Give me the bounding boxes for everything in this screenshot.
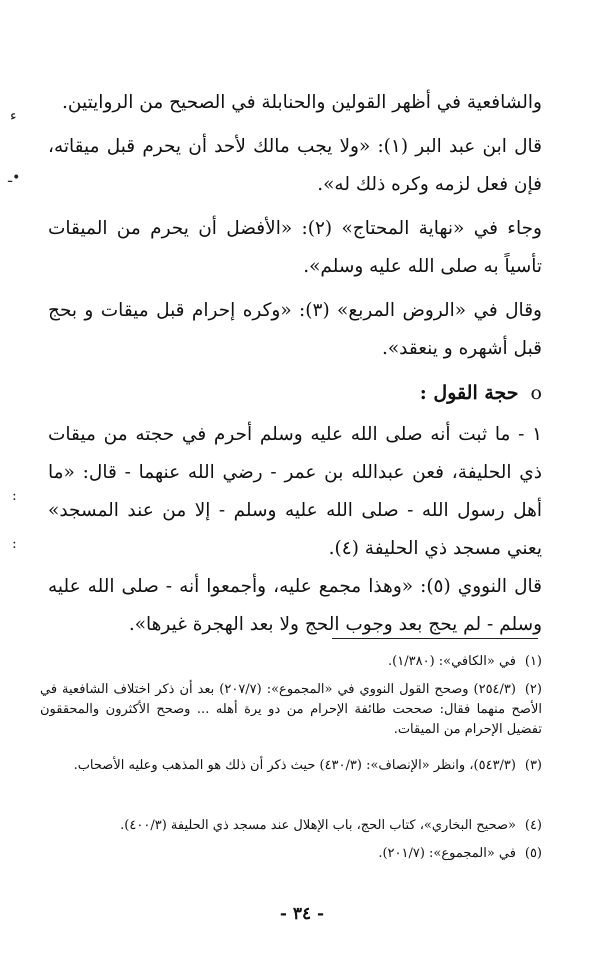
- bullet-circle: o: [530, 382, 542, 404]
- paragraph-4: وقال في «الروض المربع» (٣): «وكره إحرام قبل ميقات و بحج قبل أشهره و ينعقد».: [48, 300, 542, 359]
- margin-mark: :: [12, 488, 17, 504]
- paragraph-1: والشافعية في أظهر القولين والحنابلة في الصحيح من الروايتين.: [62, 92, 542, 113]
- page-number: - ٣٤ -: [279, 904, 325, 924]
- footnote-text: في «المجموع»: (٢٠١/٧).: [378, 846, 516, 861]
- footnote-text: في «الكافي»: (١/٣٨٠).: [388, 654, 516, 669]
- margin-mark: :: [12, 536, 17, 552]
- paragraph-2: قال ابن عبد البر (١): «ولا يجب مالك لأحد أن يحرم قبل ميقاته، فإن فعل لزمه وكره ذلك له».: [48, 136, 542, 195]
- margin-mark: ء: [10, 108, 17, 124]
- paragraph-3: وجاء في «نهاية المحتاج» (٢): «الأفضل أن يحرم من الميقات تأسياً به صلى الله عليه وسلم».: [48, 218, 542, 277]
- footnote-number: (٤): [524, 818, 542, 833]
- footnote-4: [40, 816, 542, 836]
- nawawi-quote: قال النووي (٥): «وهذا مجمع عليه، وأجمعوا أنه - صلى الله عليه وسلم - لم يحج بعد وجوب الحج ولا بعد الهجرة غيرها».: [48, 576, 542, 635]
- footnote-number: (٢): [524, 682, 542, 697]
- main-text: [48, 84, 542, 644]
- point-1: ١ - ما ثبت أنه صلى الله عليه وسلم أحرم في حجته من ميقات ذي الحليفة، فعن عبدالله بن عمر - رضي الله عنهما - قال: «ما أهل رسول الله - صلى الله عليه وسلم - إلا من عند المسجد» يعني مسجد ذي الحليفة (٤).: [48, 424, 542, 559]
- margin-mark: ـ•: [8, 170, 21, 186]
- section-heading: [48, 374, 542, 412]
- footnote-2: [40, 680, 542, 740]
- footnote-number: (١): [524, 654, 542, 669]
- footnote-text: «صحيح البخاري»، كتاب الحج، باب الإهلال عند مسجد ذي الحليفة (٤٠٠/٣).: [120, 818, 516, 833]
- footnote-3: [40, 756, 542, 776]
- footnote-5: [40, 844, 542, 864]
- footnote-1: [40, 652, 542, 672]
- footnote-text: (٥٤٣/٣)، وانظر «الإنصاف»: (٤٣٠/٣) حيث ذكر أن ذلك هو المذهب وعليه الأصحاب.: [73, 758, 516, 773]
- footnote-number: (٣): [524, 758, 542, 773]
- heading-text: حجة القول :: [419, 382, 519, 404]
- footnote-text: (٢٥٤/٣) وصحح القول النووي في «المجموع»: (٢٠٧/٧) بعد أن ذكر اختلاف الشافعية في الأصح منهما فقال: صححت طائفة الإحرام من دو يرة أهله ... وصحح الأكثرون والمحققون تفضيل الإحرام من الميقات.: [40, 682, 542, 737]
- footnote-number: (٥): [524, 846, 542, 861]
- footnote-divider: [332, 638, 538, 639]
